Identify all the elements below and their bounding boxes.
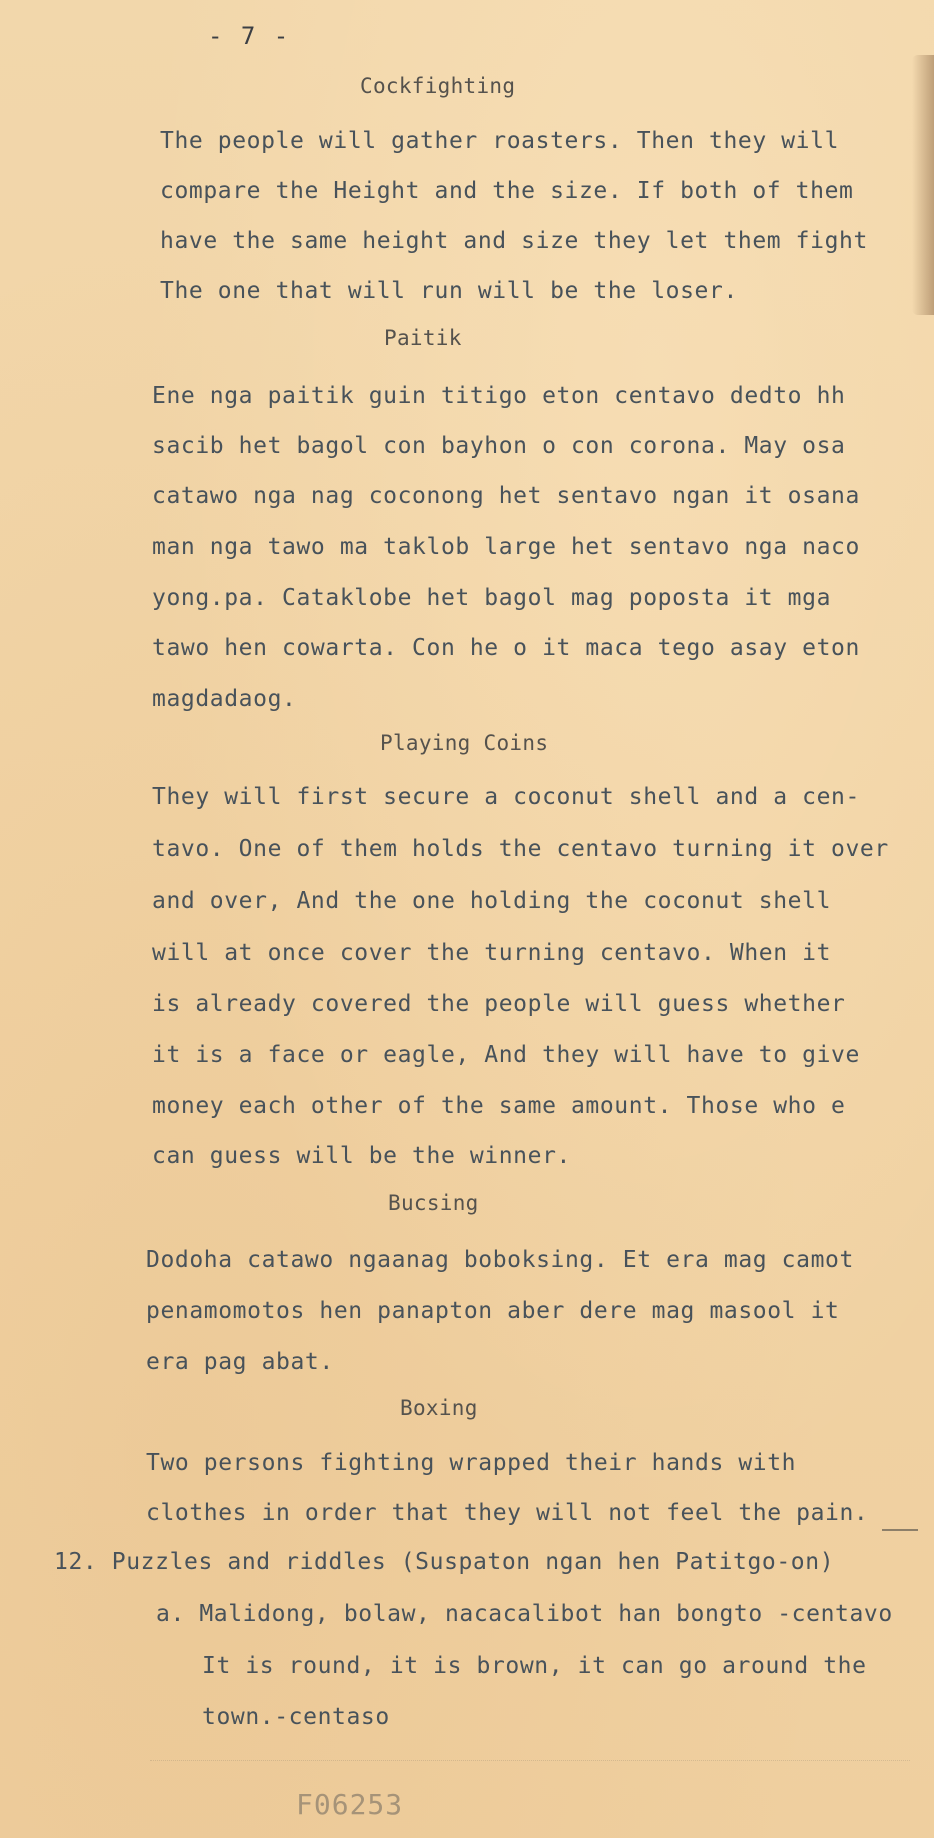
bucsing-line-3: era pag abat. [146, 1349, 334, 1375]
heading-playing-coins: Playing Coins [380, 731, 549, 755]
archive-stamp: F06253 [296, 1788, 404, 1821]
paper-edge-shadow [912, 55, 934, 315]
underline-mark [882, 1529, 918, 1531]
playing-coins-line-6: it is a face or eagle, And they will have to give [152, 1042, 860, 1068]
cockfighting-line-4: The one that will run will be the loser. [160, 278, 738, 304]
heading-cockfighting: Cockfighting [360, 74, 516, 98]
paitik-line-3: catawo nga nag coconong het sentavo ngan it osana [152, 483, 860, 509]
cockfighting-line-3: have the same height and size they let them fight [160, 228, 868, 254]
paitik-line-1: Ene nga paitik guin titigo eton centavo dedto hh [152, 383, 846, 409]
playing-coins-line-3: and over, And the one holding the coconut shell [152, 888, 832, 914]
heading-paitik: Paitik [384, 326, 462, 350]
bucsing-line-2: penamomotos hen panapton aber dere mag masool it [146, 1298, 840, 1324]
boxing-line-1: Two persons fighting wrapped their hands with [146, 1450, 797, 1476]
puzzles-line-2: It is round, it is brown, it can go around the [202, 1653, 867, 1679]
paitik-line-2: sacib het bagol con bayhon o con corona. May osa [152, 433, 846, 459]
cockfighting-line-1: The people will gather roasters. Then they will [160, 128, 840, 154]
playing-coins-line-5: is already covered the people will guess whether [152, 991, 846, 1017]
heading-bucsing: Bucsing [388, 1191, 479, 1215]
boxing-line-2: clothes in order that they will not feel the pain. [146, 1500, 869, 1526]
paitik-line-6: tawo hen cowarta. Con he o it maca tego asay eton [152, 635, 860, 661]
playing-coins-line-7: money each other of the same amount. Those who e [152, 1093, 846, 1119]
puzzles-line-1: a. Malidong, bolaw, nacacalibot han bongto -centavo [156, 1601, 893, 1627]
playing-coins-line-4: will at once cover the turning centavo. When it [152, 940, 832, 966]
cockfighting-line-2: compare the Height and the size. If both of them [160, 178, 854, 204]
playing-coins-line-8: can guess will be the winner. [152, 1143, 571, 1169]
playing-coins-line-1: They will first secure a coconut shell and a cen- [152, 784, 860, 810]
page-number: - 7 - [208, 22, 291, 50]
bleed-through-line [150, 1760, 910, 1762]
paitik-line-7: magdadaog. [152, 686, 297, 712]
paitik-line-4: man nga tawo ma taklob large het sentavo nga naco [152, 534, 860, 560]
paitik-line-5: yong.pa. Cataklobe het bagol mag poposta it mga [152, 585, 832, 611]
heading-boxing: Boxing [400, 1396, 478, 1420]
puzzles-line-3: town.-centaso [202, 1704, 390, 1730]
bucsing-line-1: Dodoha catawo ngaanag boboksing. Et era mag camot [146, 1247, 854, 1273]
heading-puzzles-and-riddles: 12. Puzzles and riddles (Suspaton ngan hen Patitgo-on) [54, 1549, 835, 1575]
playing-coins-line-2: tavo. One of them holds the centavo turning it over [152, 836, 889, 862]
